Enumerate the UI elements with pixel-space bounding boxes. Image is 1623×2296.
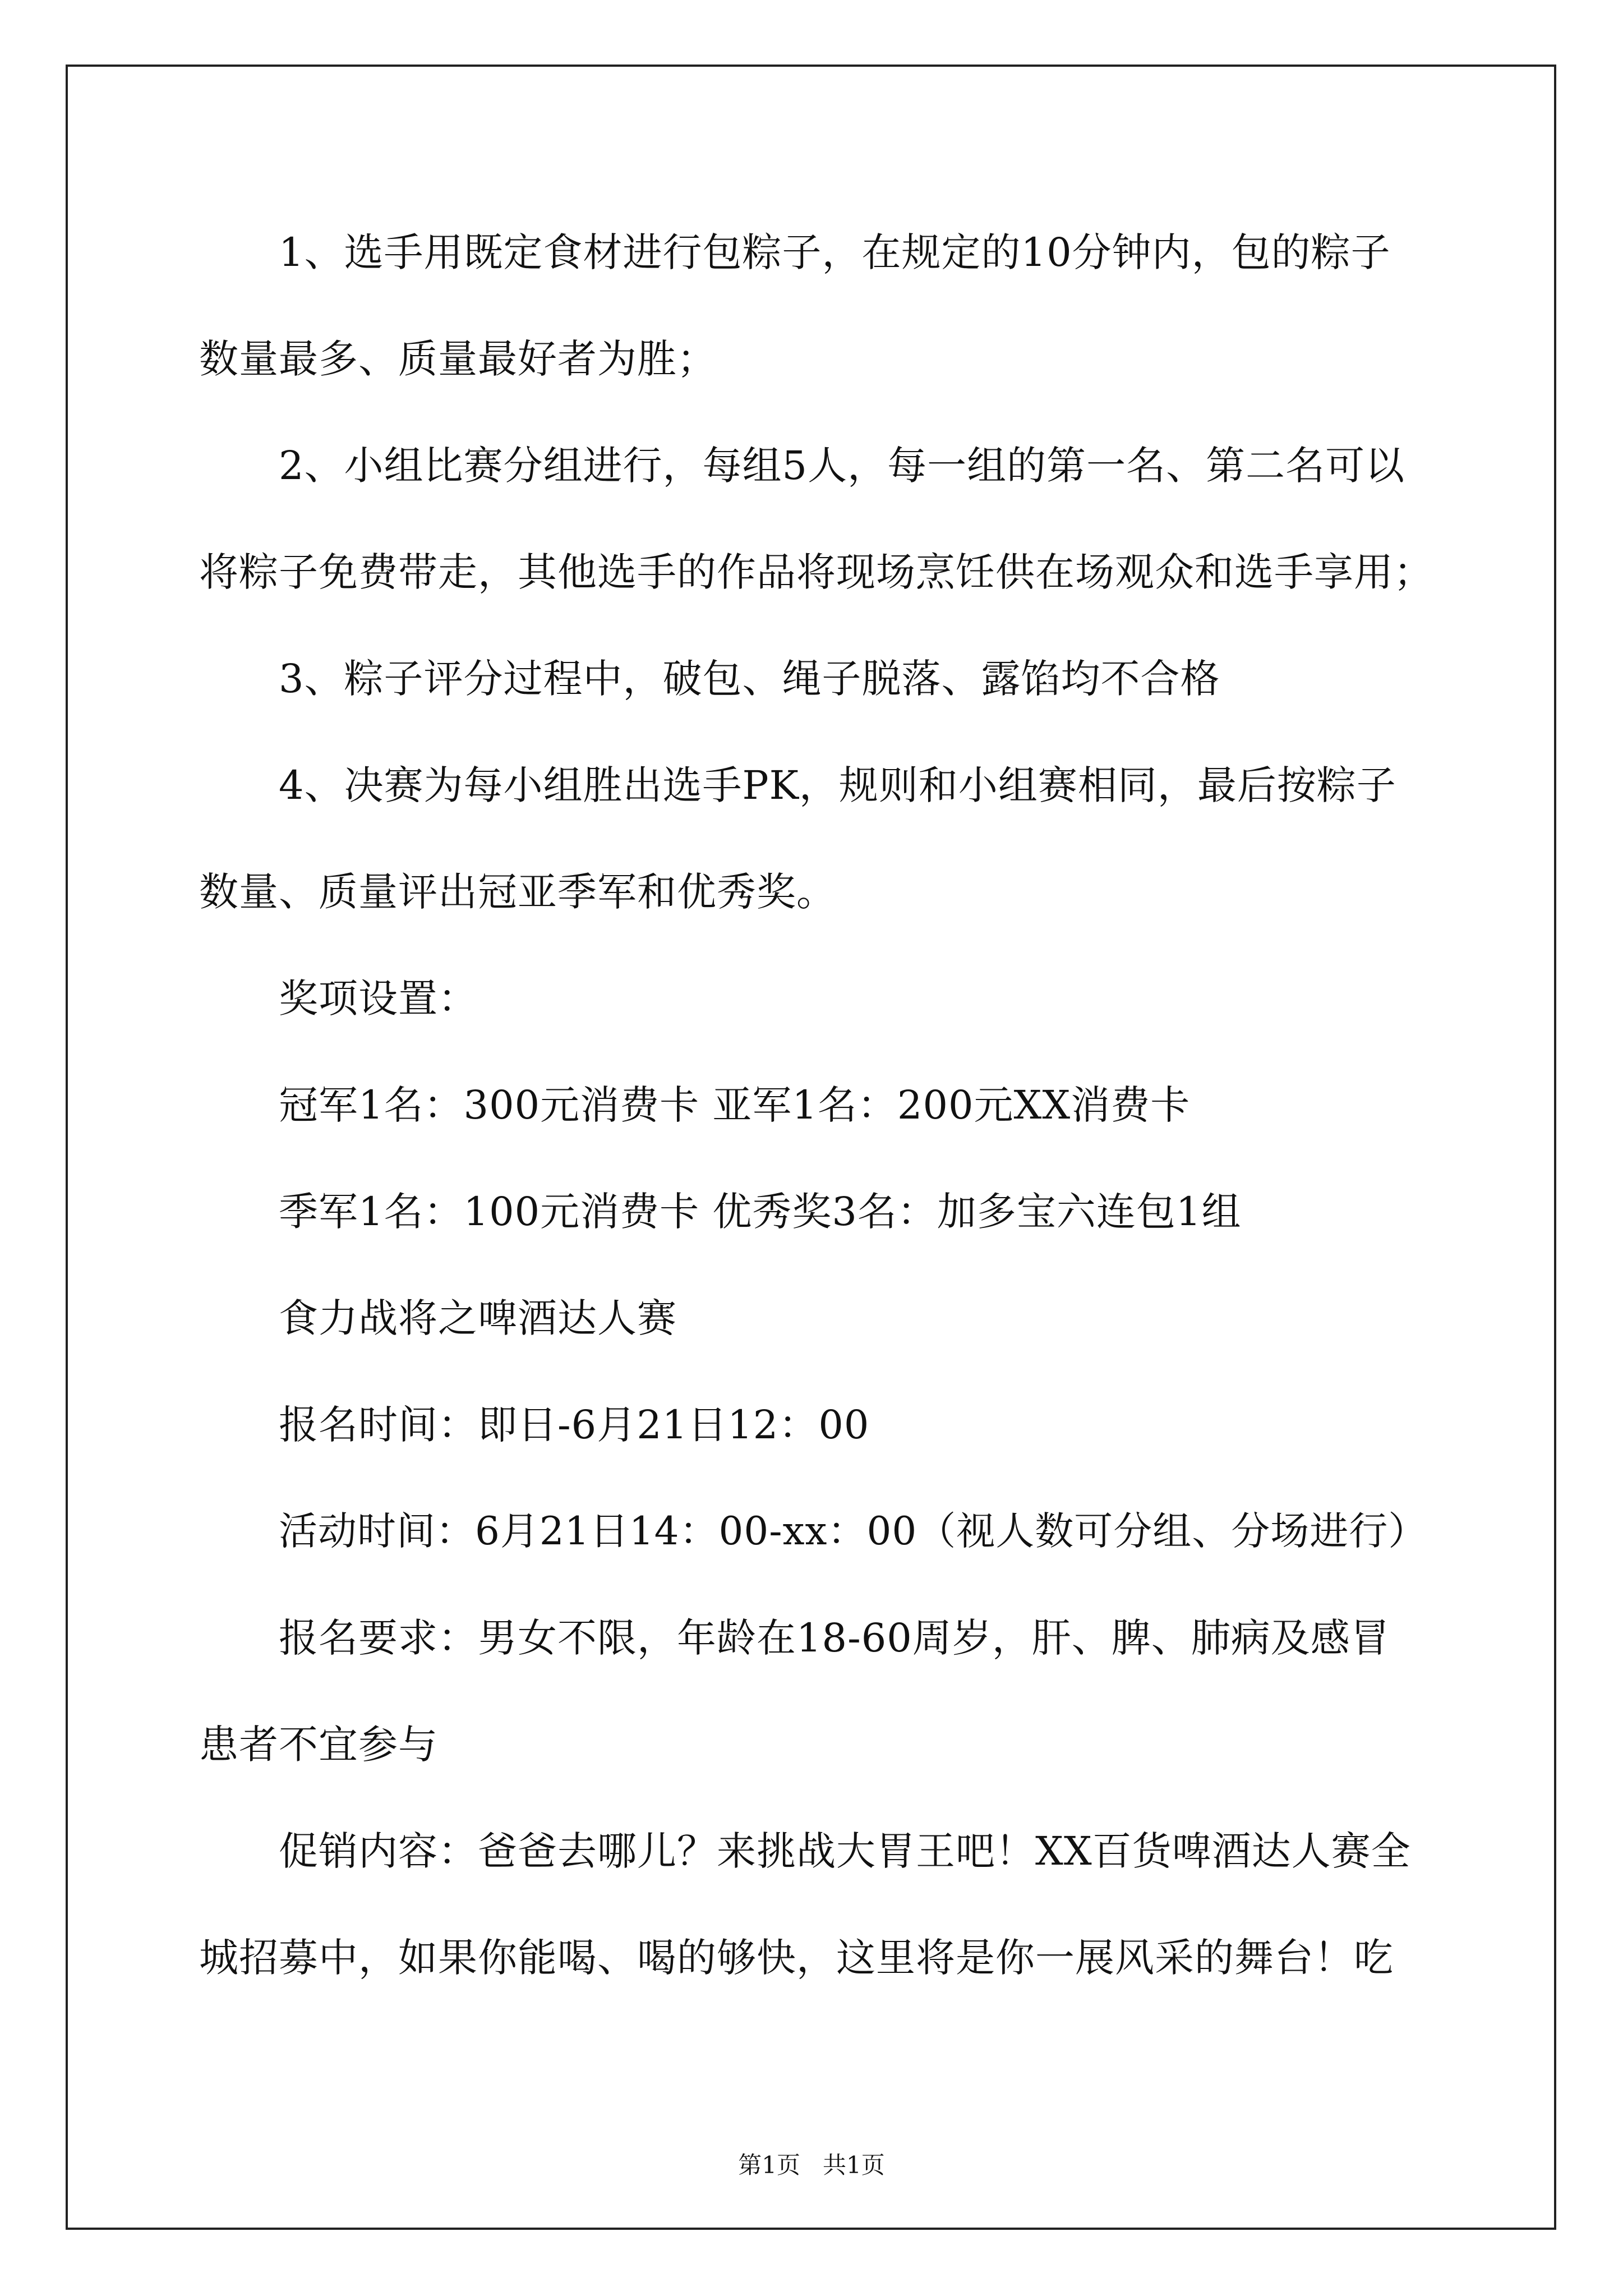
- paragraph-line-1: 1、选手用既定食材进行包粽子，在规定的10分钟内，包的粽子: [279, 229, 1391, 275]
- paragraph-line-10: 季军1名：100元消费卡 优秀奖3名：加多宝六连包1组: [279, 1189, 1242, 1235]
- paragraph-line-17: 城招募中，如果你能喝、喝的够快，这里将是你一展风采的舞台！吃: [199, 1935, 1394, 1981]
- paragraph-line-16: 促销内容：爸爸去哪儿？来挑战大胃王吧！XX百货啤酒达人赛全: [279, 1828, 1411, 1874]
- paragraph-line-8: 奖项设置：: [279, 976, 478, 1022]
- paragraph-line-15: 患者不宜参与: [199, 1722, 438, 1768]
- page-footer: 第1页 共1页: [738, 2151, 885, 2179]
- paragraph-line-6: 4、决赛为每小组胜出选手PK，规则和小组赛相同，最后按粽子: [279, 762, 1396, 808]
- paragraph-line-3: 2、小组比赛分组进行，每组5人，每一组的第一名、第二名可以: [279, 443, 1405, 489]
- paragraph-line-7: 数量、质量评出冠亚季军和优秀奖。: [199, 869, 836, 915]
- paragraph-line-9: 冠军1名：300元消费卡 亚军1名：200元XX消费卡: [279, 1082, 1191, 1128]
- page-border: [66, 65, 1556, 2230]
- paragraph-line-11: 食力战将之啤酒达人赛: [279, 1295, 677, 1341]
- paragraph-line-14: 报名要求：男女不限，年龄在18-60周岁，肝、脾、肺病及感冒: [279, 1615, 1390, 1661]
- paragraph-line-5: 3、粽子评分过程中，破包、绳子脱落、露馅均不合格: [279, 656, 1220, 702]
- paragraph-line-2: 数量最多、质量最好者为胜；: [199, 336, 717, 382]
- paragraph-line-13: 活动时间：6月21日14：00-xx：00（视人数可分组、分场进行）: [279, 1509, 1428, 1554]
- paragraph-line-4: 将粽子免费带走，其他选手的作品将现场烹饪供在场观众和选手享用；: [199, 549, 1433, 595]
- paragraph-line-12: 报名时间：即日-6月21日12：00: [279, 1402, 870, 1448]
